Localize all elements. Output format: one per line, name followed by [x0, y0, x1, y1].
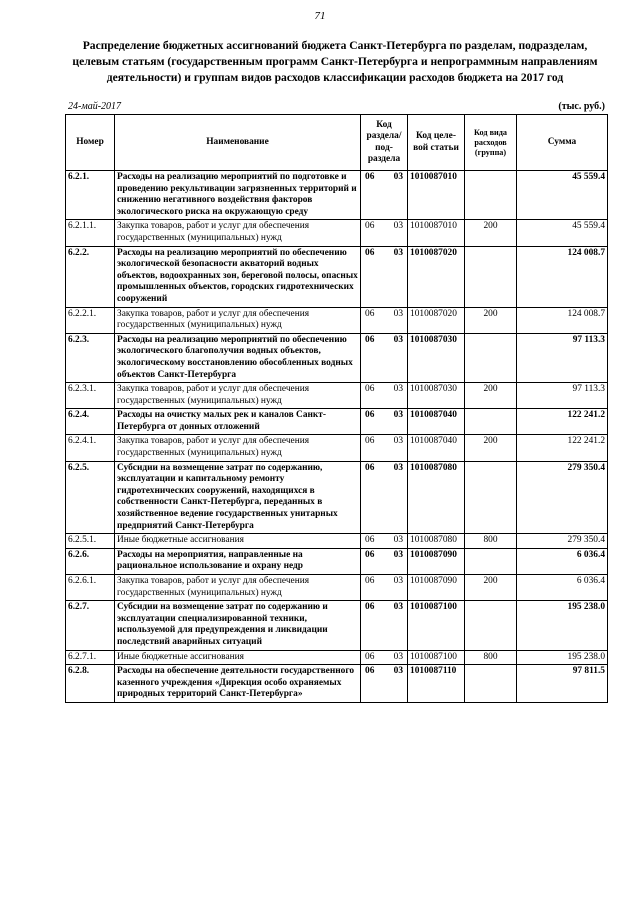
cell-article: 1010087090 [408, 575, 465, 601]
cell-section [361, 575, 408, 601]
table-header-row [66, 115, 608, 171]
table-row [66, 650, 608, 665]
section-code: 06 [365, 221, 375, 232]
cell-section [361, 409, 408, 435]
section-code: 06 [365, 384, 375, 395]
cell-group: 200 [465, 220, 517, 246]
table-row [66, 171, 608, 220]
cell-section [361, 220, 408, 246]
cell-article: 1010087010 [408, 171, 465, 220]
cell-sum: 279 350.4 [517, 461, 608, 534]
cell-number: 6.2.1. [66, 171, 115, 220]
cell-group: 200 [465, 383, 517, 409]
cell-number: 6.2.4. [66, 409, 115, 435]
cell-group [465, 333, 517, 382]
section-code: 06 [365, 576, 375, 586]
cell-name: Расходы на реализацию мероприятий по подготовке и проведению рекультивации загрязненных территорий и снижению негативного воздействия факторов экологического риска на окружающую среду [115, 171, 361, 220]
cell-sum: 45 559.4 [517, 171, 608, 220]
cell-group [465, 171, 517, 220]
cell-article: 1010087030 [408, 383, 465, 409]
table-row [66, 461, 608, 534]
cell-number: 6.2.5. [66, 461, 115, 534]
subsection-code: 03 [393, 666, 403, 677]
header-section: Код раздела/ под- раздела [361, 115, 408, 171]
subsection-code: 03 [393, 436, 403, 447]
cell-number: 6.2.8. [66, 665, 115, 703]
header-group: Код вида расходов (группа) [465, 115, 517, 171]
cell-sum: 279 350.4 [517, 534, 608, 549]
cell-number: 6.2.4.1. [66, 435, 115, 461]
cell-sum: 195 238.0 [517, 601, 608, 650]
cell-number: 6.2.7. [66, 601, 115, 650]
table-row [66, 409, 608, 435]
table-row [66, 383, 608, 409]
cell-article: 1010087080 [408, 534, 465, 549]
section-code: 06 [365, 172, 375, 182]
cell-section [361, 333, 408, 382]
cell-article: 1010087020 [408, 307, 465, 333]
cell-article: 1010087100 [408, 601, 465, 650]
cell-name: Расходы на мероприятия, направленные на рациональное использование и охрану недр [115, 548, 361, 574]
document-title: Распределение бюджетных ассигнований бюджета Санкт-Петербурга по разделам, подразделам, целевым статьям (государственным программ Санкт-Петербурга и непрограммным направлениям деятельности) и группам видов расходов классификации расходов бюджета на 2017 год [72, 39, 598, 84]
cell-section [361, 650, 408, 665]
cell-article: 1010087040 [408, 435, 465, 461]
cell-article: 1010087040 [408, 409, 465, 435]
cell-group [465, 601, 517, 650]
cell-article: 1010087030 [408, 333, 465, 382]
header-article: Код целе- вой статьи [408, 115, 465, 171]
cell-sum: 97 113.3 [517, 383, 608, 409]
cell-number: 6.2.3.1. [66, 383, 115, 409]
cell-article: 1010087100 [408, 650, 465, 665]
table-row [66, 601, 608, 650]
cell-section [361, 548, 408, 574]
header-sum: Сумма [517, 115, 608, 171]
section-code: 06 [365, 549, 375, 560]
header-number: Номер [66, 115, 115, 171]
subsection-code: 03 [393, 549, 403, 560]
cell-sum: 124 008.7 [517, 246, 608, 307]
cell-sum: 45 559.4 [517, 220, 608, 246]
cell-section [361, 246, 408, 307]
cell-article: 1010087080 [408, 461, 465, 534]
cell-section [361, 307, 408, 333]
table-row [66, 246, 608, 307]
subsection-code: 03 [393, 602, 403, 613]
cell-name: Закупка товаров, работ и услуг для обеспечения государственных (муниципальных) нужд [115, 307, 361, 333]
cell-name: Закупка товаров, работ и услуг для обеспечения государственных (муниципальных) нужд [115, 435, 361, 461]
header-name: Наименование [115, 115, 361, 171]
cell-name: Закупка товаров, работ и услуг для обеспечения государственных (муниципальных) нужд [115, 383, 361, 409]
cell-sum: 122 241.2 [517, 435, 608, 461]
cell-number: 6.2.1.1. [66, 220, 115, 246]
table-body [66, 171, 608, 703]
cell-group [465, 409, 517, 435]
cell-name: Расходы на реализацию мероприятий по обеспечению экологической безопасности акваторий водных объектов, водоохранных зон, береговой полосы, опасных промышленных объектов, городских гидротехнических сооружений [115, 246, 361, 307]
subsection-code: 03 [393, 247, 403, 258]
subsection-code: 03 [393, 576, 403, 586]
cell-name: Расходы на обеспечение деятельности государственного казенного учреждения «Дирекция особо охраняемых природных территорий Санкт-Петербурга» [115, 665, 361, 703]
cell-section [361, 435, 408, 461]
cell-section [361, 171, 408, 220]
cell-article: 1010087020 [408, 246, 465, 307]
cell-group [465, 461, 517, 534]
budget-table [65, 114, 608, 703]
cell-name: Субсидии на возмещение затрат по содержанию, эксплуатации и капитальному ремонту гидротехнических сооружений, находящихся в собственности Санкт-Петербурга, переданных в хозяйственное ведение государственных унитарных предприятий Санкт-Петербурга [115, 461, 361, 534]
cell-name: Иные бюджетные ассигнования [115, 650, 361, 665]
subsection-code: 03 [393, 308, 403, 319]
section-code: 06 [365, 535, 375, 546]
subsection-code: 03 [393, 334, 403, 345]
subsection-code: 03 [393, 651, 403, 662]
cell-group [465, 548, 517, 574]
cell-section [361, 534, 408, 549]
cell-section [361, 665, 408, 703]
section-code: 06 [365, 602, 375, 613]
section-code: 06 [365, 462, 375, 473]
subsection-code: 03 [393, 410, 403, 421]
table-row [66, 548, 608, 574]
cell-sum: 6 036.4 [517, 548, 608, 574]
cell-section [361, 461, 408, 534]
section-code: 06 [365, 410, 375, 421]
cell-number: 6.2.6.1. [66, 575, 115, 601]
cell-sum: 97 113.3 [517, 333, 608, 382]
cell-number: 6.2.2.1. [66, 307, 115, 333]
table-row [66, 575, 608, 601]
cell-name: Субсидии на возмещение затрат по содержанию и эксплуатации специализированной техники, используемой для предупреждения и ликвидации последствий аварийных ситуаций [115, 601, 361, 650]
subsection-code: 03 [393, 384, 403, 395]
cell-group [465, 665, 517, 703]
cell-number: 6.2.7.1. [66, 650, 115, 665]
section-code: 06 [365, 334, 375, 345]
cell-name: Расходы на реализацию мероприятий по обеспечению экологического благополучия водных объектов, экологическому восстановлению обособленных водных объектов Санкт-Петербурга [115, 333, 361, 382]
cell-group [465, 246, 517, 307]
cell-name: Закупка товаров, работ и услуг для обеспечения государственных (муниципальных) нужд [115, 220, 361, 246]
cell-sum: 6 036.4 [517, 575, 608, 601]
cell-article: 1010087090 [408, 548, 465, 574]
cell-article: 1010087110 [408, 665, 465, 703]
cell-number: 6.2.2. [66, 246, 115, 307]
cell-name: Иные бюджетные ассигнования [115, 534, 361, 549]
cell-article: 1010087010 [408, 220, 465, 246]
cell-sum: 124 008.7 [517, 307, 608, 333]
subsection-code: 03 [393, 462, 403, 473]
cell-group: 800 [465, 650, 517, 665]
table-row [66, 435, 608, 461]
table-row [66, 307, 608, 333]
subsection-code: 03 [393, 172, 403, 182]
cell-name: Расходы на очистку малых рек и каналов Санкт-Петербурга от донных отложений [115, 409, 361, 435]
table-row [66, 534, 608, 549]
cell-number: 6.2.3. [66, 333, 115, 382]
cell-section [361, 383, 408, 409]
cell-group: 200 [465, 575, 517, 601]
cell-sum: 195 238.0 [517, 650, 608, 665]
currency-unit: (тыс. руб.) [558, 101, 605, 112]
table-row [66, 333, 608, 382]
cell-name: Закупка товаров, работ и услуг для обеспечения государственных (муниципальных) нужд [115, 575, 361, 601]
cell-number: 6.2.6. [66, 548, 115, 574]
cell-group: 800 [465, 534, 517, 549]
page-number: 71 [314, 10, 326, 22]
section-code: 06 [365, 247, 375, 258]
document-date: 24-май-2017 [68, 101, 122, 112]
section-code: 06 [365, 666, 375, 677]
cell-group: 200 [465, 435, 517, 461]
cell-group: 200 [465, 307, 517, 333]
subsection-code: 03 [393, 535, 403, 546]
cell-section [361, 601, 408, 650]
subsection-code: 03 [393, 221, 403, 232]
cell-sum: 122 241.2 [517, 409, 608, 435]
table-row [66, 665, 608, 703]
table-row [66, 220, 608, 246]
cell-number: 6.2.5.1. [66, 534, 115, 549]
cell-sum: 97 811.5 [517, 665, 608, 703]
section-code: 06 [365, 308, 375, 319]
section-code: 06 [365, 651, 375, 662]
section-code: 06 [365, 436, 375, 447]
